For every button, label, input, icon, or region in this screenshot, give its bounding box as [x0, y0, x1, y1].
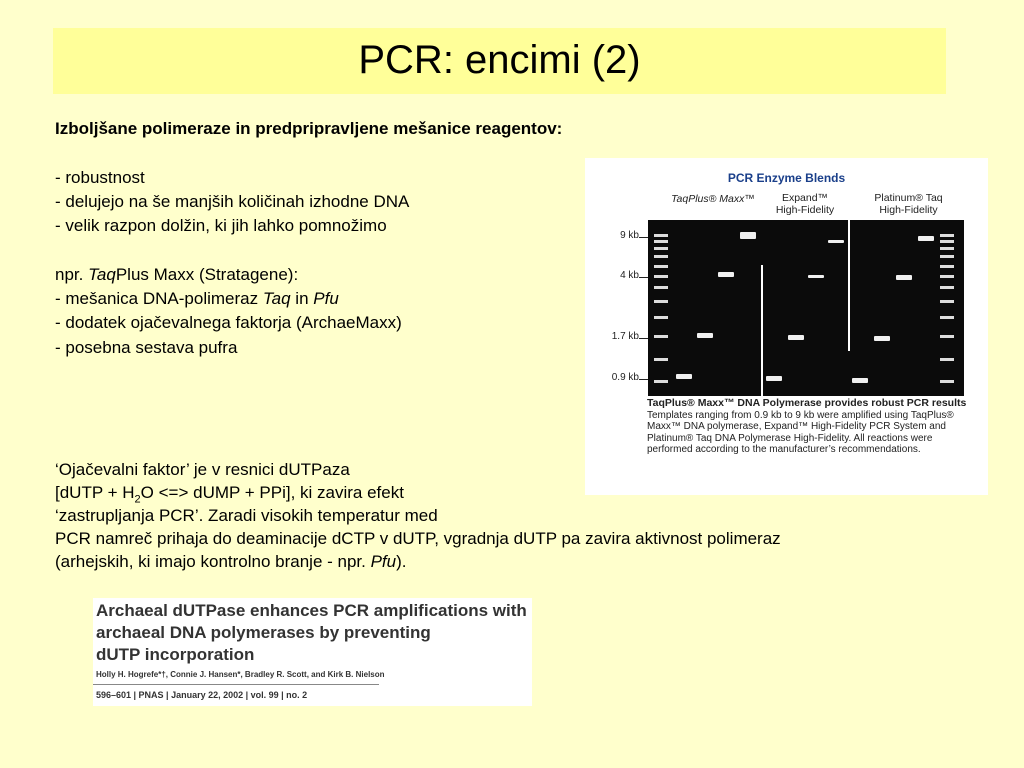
marker-tick	[639, 277, 648, 278]
gel-band	[918, 236, 934, 241]
example-buffer: - posebna sestava pufra	[55, 338, 238, 357]
example-rest: Plus Maxx (Stratagene):	[115, 265, 299, 284]
ladder-band	[654, 240, 668, 243]
lane-header-expand	[765, 192, 845, 216]
example-taq: Taq	[88, 265, 116, 284]
slide-title: PCR: encimi (2)	[358, 38, 641, 82]
gel-band	[874, 336, 890, 341]
ladder-band	[654, 286, 668, 289]
note-subscript: 2	[134, 493, 141, 506]
gel-band	[828, 240, 844, 243]
ladder-band	[940, 316, 954, 319]
example-additive: - dodatek ojačevalnega faktorja (ArchaeMaxx)	[55, 313, 402, 332]
lane-header-platinum	[861, 192, 956, 216]
gel-band	[676, 374, 692, 379]
gel-band	[740, 232, 756, 239]
gel-separator	[761, 265, 763, 396]
citation-title	[96, 600, 527, 666]
gel-band	[808, 275, 824, 278]
section-heading: Izboljšane polimeraze in predpripravljene mešanice reagentov:	[55, 119, 563, 138]
example-mixture	[55, 287, 339, 311]
lane-header-expand-l2: High-Fidelity	[775, 204, 835, 216]
gel-band	[718, 272, 734, 277]
ladder-band	[654, 335, 668, 338]
gel-separator	[848, 220, 850, 351]
marker-4kb: 4 kb	[620, 270, 639, 281]
title-bar	[53, 28, 946, 94]
citation-box	[93, 598, 532, 706]
mixture-taq: Taq	[262, 289, 291, 308]
citation-authors: Holly H. Hogrefe*†, Connie J. Hansen*, Bradley R. Scott, and Kirk B. Nielson	[96, 670, 385, 679]
ladder-band	[940, 358, 954, 361]
note-line-4: PCR namreč prihaja do deaminacije dCTP v dUTP, vgradnja dUTP pa zavira aktivnost polimeraz	[55, 529, 781, 548]
mixture-and: in	[290, 289, 314, 308]
marker-0-9kb: 0.9 kb	[611, 372, 639, 383]
ladder-band	[940, 255, 954, 258]
ladder-band	[940, 380, 954, 383]
ladder-band	[940, 247, 954, 250]
marker-tick	[639, 338, 648, 339]
gel-band	[896, 275, 912, 280]
ladder-band	[654, 380, 668, 383]
marker-9kb: 9 kb	[620, 230, 639, 241]
note-l5-b: ).	[396, 552, 407, 571]
caption-text: Templates ranging from 0.9 kb to 9 kb were amplified using TaqPlus® Maxx™ DNA polymerase, Expand™ High-Fidelity PCR System and Platinum® Taq DNA Polymerase High-Fidelity. All reactions were performed according to the manufacturer’s recommendations.	[647, 409, 954, 455]
lane-header-platinum-l1: Platinum® Taq	[874, 192, 943, 204]
note-reaction-a: [dUTP + H	[55, 483, 135, 502]
caption-bold: TaqPlus® Maxx™ DNA Polymerase provides robust PCR results	[647, 397, 967, 409]
lane-header-taqplus-l1: TaqPlus® Maxx™	[671, 193, 755, 205]
citation-title-l1: Archaeal dUTPase enhances PCR amplifications with	[96, 601, 527, 620]
ladder-band	[654, 316, 668, 319]
citation-divider	[93, 684, 379, 685]
ladder-band	[940, 300, 954, 303]
note-reaction-b: O <=> dUMP + PPi], ki zavira efekt	[140, 483, 404, 502]
ladder-band	[654, 247, 668, 250]
figure-caption	[647, 398, 977, 456]
ladder-band	[654, 300, 668, 303]
bullet-length-range: - velik razpon dolžin, ki jih lahko pomnožimo	[55, 216, 387, 235]
mixture-pfu: Pfu	[313, 289, 339, 308]
note-line-5	[55, 550, 407, 574]
citation-title-l3: dUTP incorporation	[96, 645, 255, 664]
ladder-band	[654, 255, 668, 258]
ladder-band	[654, 358, 668, 361]
marker-tick	[639, 379, 648, 380]
gel-band	[766, 376, 782, 381]
marker-tick	[639, 237, 648, 238]
gel-band	[697, 333, 713, 338]
ladder-band	[940, 286, 954, 289]
mixture-text: - mešanica DNA-polimeraz	[55, 289, 263, 308]
bullet-robustness: - robustnost	[55, 168, 145, 187]
figure-title: PCR Enzyme Blends	[727, 171, 846, 185]
gel-image	[648, 220, 964, 396]
citation-title-l2: archaeal DNA polymerases by preventing	[96, 623, 431, 642]
bullet-small-amounts: - delujejo na še manjših količinah izhodne DNA	[55, 192, 410, 211]
ladder-band	[940, 275, 954, 278]
ladder-band	[654, 234, 668, 237]
lane-header-platinum-l2: High-Fidelity	[879, 204, 938, 216]
lane-header-expand-l1: Expand™	[781, 192, 829, 204]
lane-header-taqplus	[663, 193, 763, 205]
ladder-band	[654, 275, 668, 278]
example-prefix: npr.	[55, 265, 89, 284]
note-l5-a: (arhejskih, ki imajo kontrolno branje - npr.	[55, 552, 371, 571]
example-heading	[55, 263, 298, 287]
ladder-band	[940, 335, 954, 338]
ladder-band	[940, 265, 954, 268]
ladder-band	[654, 265, 668, 268]
citation-reference: 596–601 | PNAS | January 22, 2002 | vol. 99 | no. 2	[96, 690, 308, 700]
note-line-1: ‘Ojačevalni faktor’ je v resnici dUTPaza	[55, 460, 350, 479]
gel-band	[788, 335, 804, 340]
ladder-band	[940, 240, 954, 243]
note-line-3: ‘zastrupljanja PCR’. Zaradi visokih temperatur med	[55, 506, 438, 525]
gel-band	[852, 378, 868, 383]
pcr-enzyme-figure	[585, 158, 988, 495]
ladder-band	[940, 234, 954, 237]
note-l5-pfu: Pfu	[370, 552, 397, 571]
marker-1-7kb: 1.7 kb	[611, 331, 639, 342]
